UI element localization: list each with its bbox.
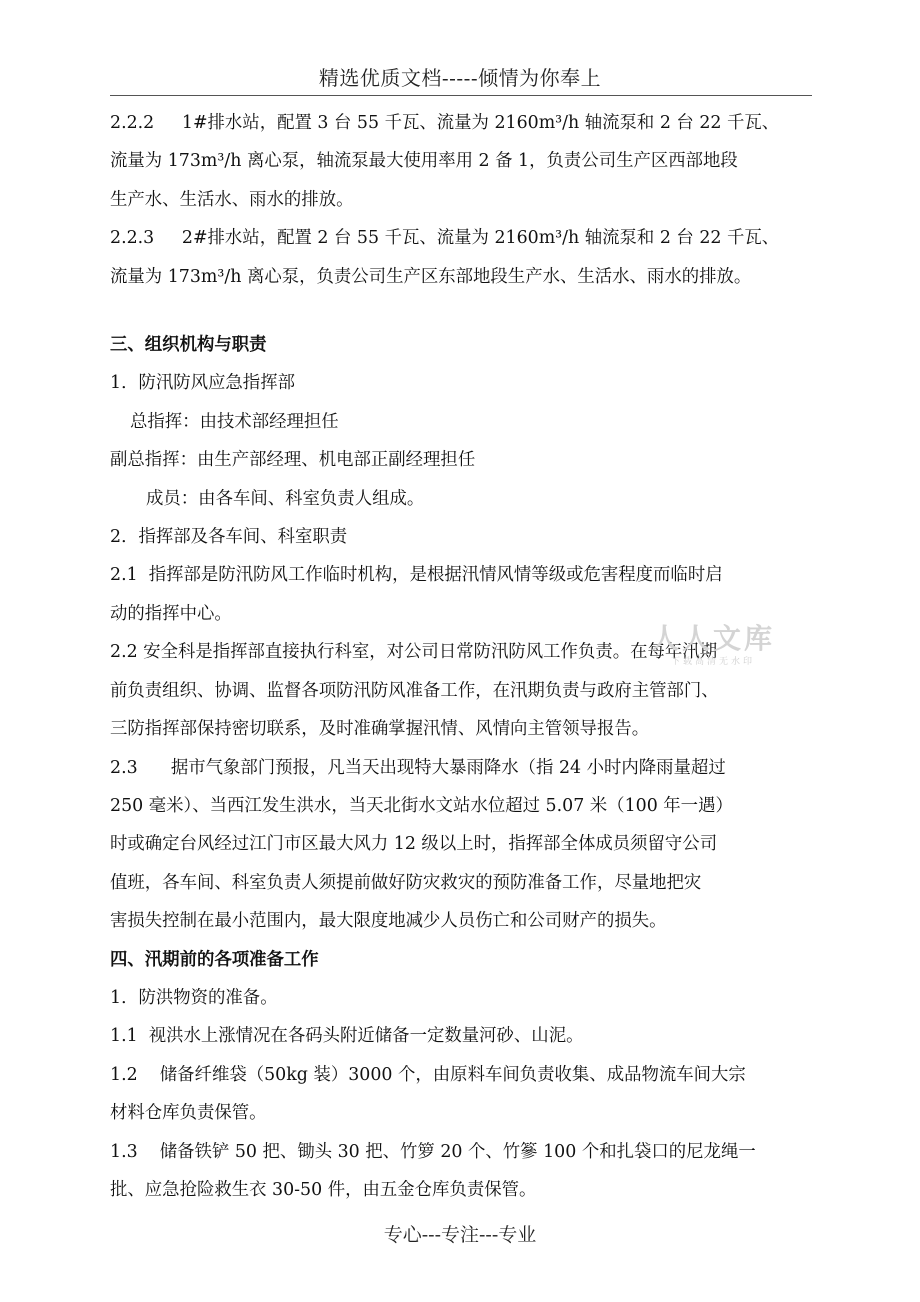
section-2-1-line-1: 2.1 指挥部是防汛防风工作临时机构，是根据汛情风情等级或危害程度而临时启 [110, 565, 723, 586]
section-2-2-3-line-1: 2.2.3 2#排水站，配置 2 台 55 千瓦、流量为 2160m³/h 轴流泵和 2 台 22 千瓦、 [110, 228, 780, 249]
page-header: 精选优质文档-----倾情为你奉上 [318, 66, 602, 90]
section-2-2-line-2: 前负责组织、协调、监督各项防汛防风准备工作，在汛期负责与政府主管部门、 [110, 680, 719, 701]
section-1-1: 1.1 视洪水上涨情况在各码头附近储备一定数量河砂、山泥。 [110, 1026, 584, 1047]
members: 成员：由各车间、科室负责人组成。 [146, 488, 425, 509]
page-footer: 专心---专注---专业 [383, 1224, 537, 1246]
paragraph-gap [110, 296, 822, 326]
section-2-3-line-5: 害损失控制在最小范围内，最大限度地减少人员伤亡和公司财产的损失。 [110, 911, 667, 932]
section-2-2-line-3: 三防指挥部保持密切联系，及时准确掌握汛情、风情向主管领导报告。 [110, 719, 650, 740]
section-2-3-line-3: 时或确定台风经过江门市区最大风力 12 级以上时，指挥部全体成员须留守公司 [110, 834, 718, 855]
section-2-3-line-4: 值班，各车间、科室负责人须提前做好防灾救灾的预防准备工作，尽量地把灾 [110, 872, 702, 893]
section-1-2-line-1: 1.2 储备纤维袋（50kg 装）3000 个，由原料车间负责收集、成品物流车间大宗 [110, 1064, 746, 1085]
deputy-commander: 副总指挥：由生产部经理、机电部正副经理担任 [110, 450, 476, 471]
commander-in-chief: 总指挥：由技术部经理担任 [130, 411, 339, 432]
section-2-2-2-line-3: 生产水、生活水、雨水的排放。 [110, 189, 354, 210]
item-command-center: 1．防汛防风应急指挥部 [110, 373, 295, 394]
section-2-3-line-2: 250 毫米）、当西江发生洪水，当天北街水文站水位超过 5.07 米（100 年一遇） [110, 795, 733, 816]
heading-organization: 三、组织机构与职责 [110, 335, 267, 356]
section-2-2-3-line-2: 流量为 173m³/h 离心泵，负责公司生产区东部地段生产水、生活水、雨水的排放。 [110, 266, 752, 287]
item-responsibilities: 2．指挥部及各车间、科室职责 [110, 527, 348, 548]
section-2-3-line-1: 2.3 据市气象部门预报，凡当天出现特大暴雨降水（指 24 小时内降雨量超过 [110, 757, 726, 778]
heading-preparation: 四、汛期前的各项准备工作 [110, 949, 319, 970]
section-2-2-line-1: 2.2 安全科是指挥部直接执行科室，对公司日常防汛防风工作负责。在每年汛期 [110, 642, 718, 663]
section-2-2-2-line-2: 流量为 173m³/h 离心泵，轴流泵最大使用率用 2 备 1，负责公司生产区西部地段 [110, 151, 738, 172]
item-materials: 1．防洪物资的准备。 [110, 987, 278, 1008]
section-1-3-line-2: 批、应急抢险救生衣 30-50 件，由五金仓库负责保管。 [110, 1179, 537, 1200]
section-1-2-line-2: 材料仓库负责保管。 [110, 1103, 267, 1124]
section-2-2-2-line-1: 2.2.2 1#排水站，配置 3 台 55 千瓦、流量为 2160m³/h 轴流泵和 2 台 22 千瓦、 [110, 113, 780, 133]
section-1-3-line-1: 1.3 储备铁铲 50 把、锄头 30 把、竹箩 20 个、竹篸 100 个和扎袋口的尼龙绳一 [110, 1141, 756, 1162]
watermark-title: 人人文库 [650, 622, 775, 655]
watermark-subtitle: 下载高清无水印 [670, 657, 755, 667]
section-2-1-line-2: 动的指挥中心。 [110, 603, 232, 624]
document-body [110, 104, 822, 1209]
header-divider [110, 95, 812, 96]
